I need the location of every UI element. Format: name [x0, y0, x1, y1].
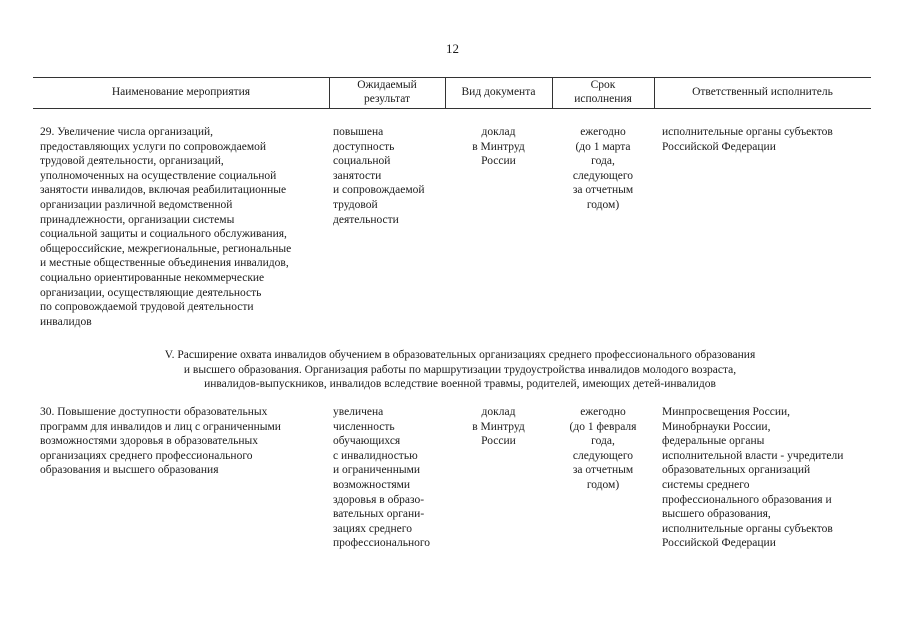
- header-executor-text: Ответственный исполнитель: [692, 85, 833, 98]
- table-header-bottom-border: [33, 108, 871, 109]
- row-30-name: 30. Повышение доступности образовательных программ для инвалидов и лиц с ограниченными возможностями здоровья в образовательных организациях среднего профессионального образования и высшего образования: [40, 406, 281, 477]
- header-result-text: Ожидаемый результат: [357, 79, 417, 105]
- row-30-result: увеличена численность обучающихся с инвалидностью и ограниченными возможностями здоровья в образо- вательных органи- зациях среднего профессионального: [333, 406, 431, 550]
- header-result: [329, 77, 445, 108]
- header-executor: [654, 77, 871, 108]
- section-heading: V. Расширение охвата инвалидов обучением в образовательных организациях среднего профессионального образования и высшего образования. Организация работы по маршрутизации трудоустройства инвалидов молодого возраста, инвалидов-выпускников, инвалидов вследствие военной травмы, родителей, имеющих детей-инвалидов: [164, 349, 756, 391]
- header-name-text: Наименование мероприятия: [111, 85, 251, 98]
- row-29-executor: исполнительные органы субъектов Российской Федерации: [662, 126, 833, 153]
- header-name: [33, 77, 329, 108]
- row-29-doc: доклад в Минтруд России: [472, 126, 525, 168]
- header-doc: [445, 77, 552, 108]
- header-deadline-text: Срок исполнения: [574, 79, 632, 105]
- row-29-name: 29. Увеличение числа организаций, предоставляющих услуги по сопровождаемой трудовой деятельности, организаций, уполномоченных на осуществление социальной занятости инвалидов, включая реабилитационные организации различной ведомственной принадлежности, организации системы социальной защиты и социального обслуживания, общероссийские, межрегиональные, региональные и местные общественные объединения инвалидов, социально ориентированные некоммерческие организации, осуществляющие деятельность по сопровождаемой трудовой деятельности инвалидов: [40, 126, 292, 328]
- page-number: 12: [446, 41, 459, 56]
- header-deadline: [552, 77, 654, 108]
- header-doc-text: Вид документа: [461, 85, 536, 98]
- row-30-doc: доклад в Минтруд России: [472, 406, 525, 448]
- row-30-deadline: ежегодно (до 1 февраля года, следующего за отчетным годом): [569, 406, 637, 491]
- row-29-result: повышена доступность социальной занятости и сопровождаемой трудовой деятельности: [333, 126, 425, 226]
- row-29-deadline: ежегодно (до 1 марта года, следующего за отчетным годом): [572, 126, 634, 211]
- row-30-executor: Минпросвещения России, Минобрнауки России, федеральные органы исполнительной власти - учредители образовательных организаций системы среднего профессионального образования и высшего образования, исполнительные органы субъектов Российской Федерации: [662, 406, 844, 550]
